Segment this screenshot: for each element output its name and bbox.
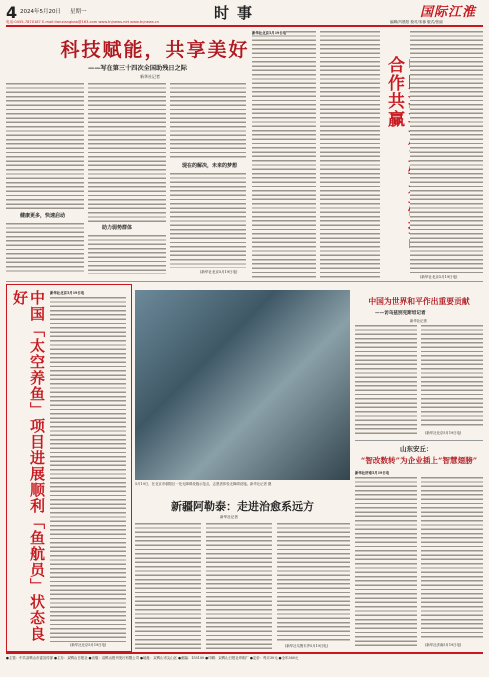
header-contact: 电话:0455-7870187 E-mail:tianxiangbao@163.com www.tnjnews.net www.tnjnews.cn (6, 20, 160, 24)
main-subheadline: ——写在第三十四次全国助残日之际 (88, 65, 187, 72)
main-subhead-3: 现在的解决，未来的梦想 (182, 163, 238, 169)
news-photo (135, 290, 350, 480)
bottom-article-col2-text (206, 522, 272, 650)
section-divider (6, 281, 483, 282)
anqiu-intro: 新华社济南5月19日电 (355, 471, 390, 475)
peace-byline: 新华社记者 (410, 319, 427, 323)
footer-rule (6, 652, 483, 654)
auto-article-col1-text (252, 30, 316, 280)
right-divider (355, 440, 483, 441)
main-article-col1-text (6, 82, 84, 210)
photo-caption: 5月19日，在北京市朝阳区一处无障碍设施示范点，志愿者体验无障碍设施。新华社记者 摄 (135, 482, 272, 486)
section-title: 时事 (214, 4, 261, 22)
main-article-col2-text (88, 82, 166, 222)
anqiu-kicker: 山东安丘： (400, 445, 433, 453)
space-fish-intro: 新华社北京5月19日电 (50, 291, 85, 295)
peace-col2-text (421, 324, 483, 428)
peace-headline: 中国为世界和平作出重要贡献 (368, 297, 470, 306)
space-fish-vertical-headline: 中国「太空养鱼」项目进展顺利「鱼航员」状态良好 (11, 290, 46, 642)
main-article-col3-text (170, 82, 246, 160)
issue-weekday: 星期一 (70, 9, 87, 15)
main-subhead-1: 健康更多，快速启动 (20, 213, 66, 219)
auto-vertical-headline: 合作共赢 (384, 56, 404, 128)
main-article-col2b-text (88, 234, 166, 274)
anqiu-col1-text (355, 476, 417, 648)
anqiu-col2-text (421, 476, 483, 640)
main-article-col3b-text (170, 172, 246, 268)
peace-subheadline: ——访乌兹别克斯坦记者 (375, 311, 426, 316)
auto-article-col2-text (320, 30, 380, 280)
auto-article-col3-text (410, 30, 483, 274)
anqiu-footer: (新华社济南5月19日电) (425, 643, 462, 647)
main-article-footer: (新华社北京5月19日电) (200, 270, 238, 274)
bottom-article-col1-text (135, 522, 201, 650)
auto-article-footer: (新华社北京5月19日电) (420, 275, 458, 279)
bottom-article-footer: (新华社乌鲁木齐5月19日电) (285, 644, 329, 648)
anqiu-headline: “智改数转”为企业插上“智慧翅膀” (360, 456, 478, 465)
main-byline: 新华社记者 (140, 74, 160, 79)
main-subhead-2: 助力弱势群体 (102, 225, 133, 231)
bottom-article-col3-text (277, 522, 350, 642)
newspaper-logo: 国际江淮 (420, 5, 477, 20)
space-fish-footer: (新华社北京5月19日电) (70, 643, 107, 647)
peace-footer: (新华社北京5月19日电) (425, 431, 462, 435)
bottom-headline: 新疆阿勒泰：走进治愈系远方 (171, 500, 314, 513)
header-editor: 编辑/冯晨阳 校对/宋蓉 版式/张丽 (390, 20, 443, 24)
main-headline: 科技赋能，共享美好 (60, 39, 250, 61)
auto-article-intro: 新华社北京5月19日电 (252, 31, 287, 35)
peace-col1-text (355, 324, 417, 436)
bottom-byline: 新华社记者 (220, 515, 238, 519)
footer-info: ●主管：中共双鸭山市委宣传部 ●主办：双鸭山日报社 ●出版：双鸭山报刊发行有限公司 ●地址：双鸭山市尖山区 ●邮编：155100 ●印刷：双鸭山日报社印刷厂 ●定价：每月30元 ●全年360元 (6, 656, 299, 660)
page-number: 4 (6, 3, 18, 22)
space-fish-text (50, 296, 126, 642)
main-article-col1b-text (6, 222, 84, 274)
issue-date: 2024年5月20日 (20, 9, 61, 15)
header-rule (6, 25, 483, 27)
